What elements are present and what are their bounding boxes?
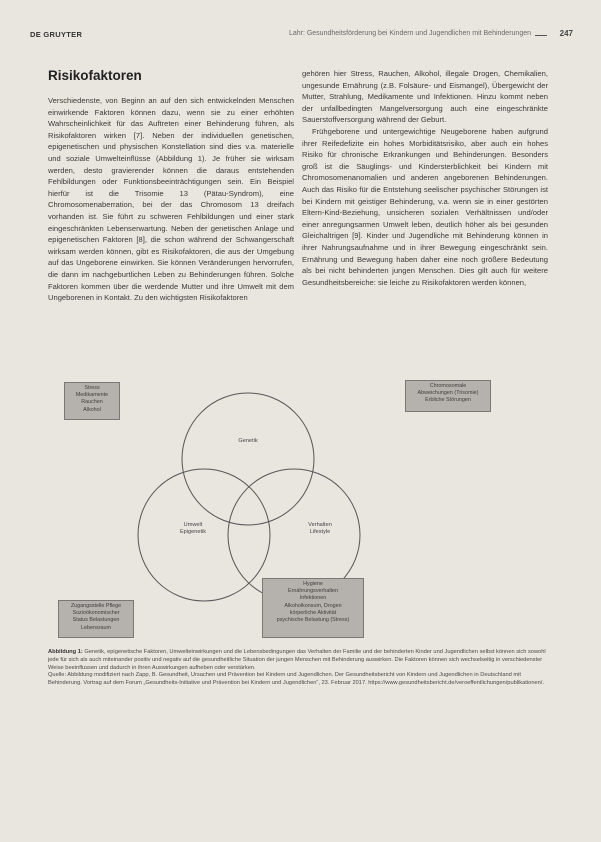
figure-caption	[48, 649, 548, 688]
caption-text: Genetik, epigenetische Faktoren, Umwelteinwirkungen und die Lebensbedingungen das Verhalten der Familie und der behinderten Kinder und Jugendlichen selbst können sich sowohl jede für sich als auch miteinander positiv und negativ auf die gesundheitliche Situation der jungen Menschen mit Behinderung auswirken. Die Faktoren können sich wechselseitig in verschiedenster Weise beeinflussen und dadurch in ihren Auswirkungen aufheben oder verstärken.	[48, 649, 546, 671]
circle-genetik	[182, 393, 314, 525]
box-bottom-left-line-1: Zugangsstelle Pflege	[70, 603, 122, 609]
right-paragraph-2: Frühgeborene und untergewichtige Neugeborene haben aufgrund ihrer Reifedefizite ein hohes Morbiditätsrisiko, aber auch ein hohes Risiko für chronische Erkrankungen und Behinderungen. Besonders groß ist die Säuglings- und Kindersterblichkeit bei Kindern mit Chromosomenanomalien und anderen angeborenen Behinderungen. Auch das Risiko für die Entstehung seelischer psychischer Störungen ist bei Kindern mit geistiger Behinderung, v.a. wenn sie in einer gestörten Eltern-Kind-Beziehung, unsicheren sozialen Verhältnissen und/oder einer anregungsarmen Umwelt leben, deutlich höher als bei gesunden Gleichaltrigen [9]. Kinder und Jugendliche mit Behinderung können in ihrer Nahrungsaufnahme und in ihrer Bewegung eingeschränkt sein. Ernährung und Bewegung haben daher eine noch größere Bedeutung als bei nicht behinderten jungen Menschen. Dies gilt auch für weitere Gesundheitsbereiche: sie leiche zu Risikofaktoren werden können,	[302, 126, 548, 287]
caption-body	[48, 649, 548, 672]
left-paragraph: Verschiedenste, von Beginn an auf den sich entwickelnden Menschen einwirkende Faktoren können dazu, wenn sie zu einer erhöhten Wahrscheinlichkeit für das Auftreten einer Behinderung führen, als Risikofaktoren wirken [7]. Neben der individuellen genetischen, epigenetischen und physischen Konstellation sind dies v.a. materielle und soziale Umwelteinflüsse (Abbildung 1). Je früher sie wirksam werden, desto gravierender können die daraus entstehenden Fehlbildungen oder Funktionsbeeinträchtigungen sein. Ein Beispiel hierfür ist die Trisomie 13 (Pätau-Syndrom), eine Chromosomenaberration, bei der das Chromosom 13 dreifach vorhanden ist. Sie führt zu schweren Fehlbildungen und einer stark eingeschränkten Lebenserwartung. Neben der genetischen Anlage und epigenetischen Faktoren [8], die schon während der Schwangerschaft wirksam werden können, gibt es Risikofaktoren, die aus der Umgebung auf das Ungeborene einwirken. Sie können Veränderungen hervorrufen, die dann im nachgeburtlichen Leben zu Behinderungen führen. Solche Faktoren kommen über die werdende Mutter und ihre Umwelt mit dem Ungeborenen in Kontakt. Zu den wichtigsten Risikofaktoren	[48, 96, 294, 303]
box-bottom-right-line-5: körperliche Aktivität	[289, 609, 337, 616]
box-top-right-line-2: Abweichungen (Trisomie)	[417, 390, 479, 397]
label-genetik	[224, 438, 272, 445]
label-genetik-text: Genetik	[238, 438, 258, 444]
section-heading: Risikofaktoren	[48, 68, 142, 83]
page-header	[30, 28, 573, 42]
running-title: Lahr: Gesundheitsförderung bei Kindern und Jugendlichen mit Behinderungen	[288, 30, 531, 37]
box-bottom-left-line-2: Sozioökonomischer	[72, 610, 120, 617]
caption-label: Abbildung 1:	[48, 649, 83, 655]
label-verhalten-line-2: Lifestyle	[309, 529, 331, 536]
page-number: 247	[559, 29, 573, 38]
label-umwelt	[165, 522, 221, 537]
publisher-name: DE GRUYTER	[30, 30, 83, 39]
box-bottom-left	[58, 600, 134, 638]
box-bottom-right-line-3: Infektionen	[299, 595, 327, 602]
label-verhalten	[292, 522, 348, 537]
venn-figure	[48, 374, 548, 642]
caption-source: Quelle: Abbildung modifiziert nach Zapp, B. Gesundheit, Ursachen und Prävention bei Kindern und Jugendlichen. Der Gesundheitsbericht von Kindern und Jugendlichen in Deutschland mit Behinderung. Vortrag auf dem Forum „Gesundheits-Initiative und Prävention bei Kindern und Jugendlichen“, 23. Februar 2017. https://www.gesundheitsbericht.de/veroeffentlichungen/publikationen/.	[48, 672, 544, 687]
label-umwelt-line-1: Umwelt	[183, 522, 203, 528]
box-bottom-right-line-2: Ernährungsverhalten	[287, 588, 339, 595]
header-rule	[535, 35, 547, 36]
box-bottom-left-line-4: Lebensraum	[81, 624, 111, 631]
box-bottom-right-line-1: Hygiene	[303, 581, 323, 587]
box-bottom-right-line-4: Alkoholkonsum, Drogen	[284, 602, 342, 609]
box-top-left-line-4: Alkohol	[83, 406, 101, 413]
box-top-right-line-1: Chromosomale	[429, 383, 467, 389]
box-top-left-line-2: Medikamente	[75, 392, 109, 399]
box-top-left-line-1: Stress	[84, 385, 100, 391]
box-top-left	[64, 382, 120, 420]
right-column	[302, 68, 548, 288]
box-top-right	[405, 380, 491, 412]
label-umwelt-line-2: Epigenetik	[179, 529, 207, 536]
box-top-left-line-3: Rauchen	[81, 399, 103, 406]
box-bottom-right	[262, 578, 364, 638]
box-bottom-right-line-6: psychische Belastung (Stress)	[276, 617, 350, 624]
right-paragraph-1: gehören hier Stress, Rauchen, Alkohol, illegale Drogen, Chemikalien, ungesunde Ernährung (z.B. Folsäure- und Eismangel), Übergewicht der Mutter, Strahlung, Medikamente und Infektionen. Hinzu kommt neben der unfallbedingten Mangelversorgung auch eine eingeschränkte Sauerstoffversorgung während der Geburt.	[302, 69, 548, 125]
box-top-right-line-3: Erbliche Störungen	[425, 397, 471, 404]
left-column	[48, 68, 294, 304]
label-verhalten-line-1: Verhalten	[308, 522, 332, 528]
box-bottom-left-line-3: Status Belastungen	[72, 617, 120, 624]
